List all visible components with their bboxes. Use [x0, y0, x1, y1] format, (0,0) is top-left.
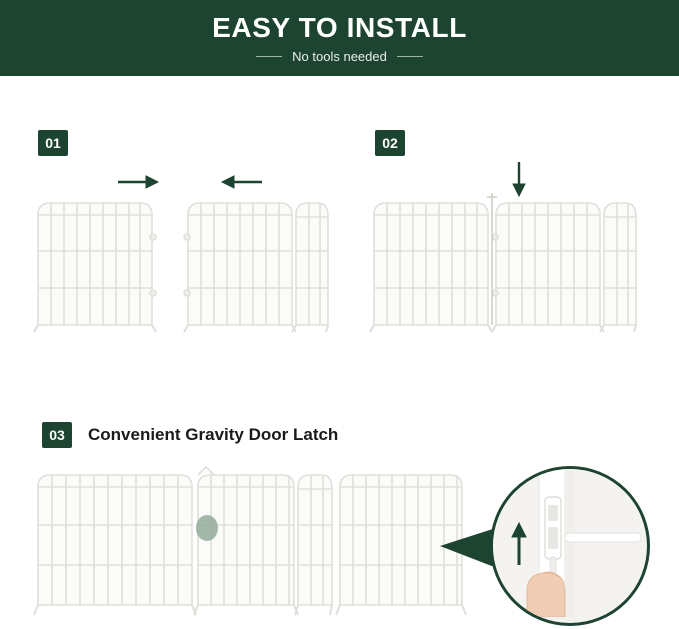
latch-closeup-callout	[490, 466, 650, 626]
arrow-down-icon	[505, 160, 533, 198]
fence-panel-right	[292, 203, 328, 332]
step-badge-02: 02	[375, 130, 405, 156]
latch-closeup-illustration	[493, 469, 641, 617]
header-banner	[0, 0, 679, 76]
divider-left	[256, 56, 282, 57]
step-3-title: Convenient Gravity Door Latch	[88, 425, 339, 444]
fence-panel-right	[600, 203, 636, 332]
fence-panels-step-3	[30, 465, 480, 620]
fence-panels-step-2	[368, 185, 654, 335]
divider-right	[397, 56, 423, 57]
fence-panel-door	[194, 467, 298, 615]
fence-panel-door	[492, 203, 604, 332]
fence-panels-step-1	[30, 185, 330, 335]
finger-icon	[527, 572, 565, 617]
fence-panel-left	[370, 203, 492, 332]
fence-panel-c	[295, 475, 332, 615]
fence-panel-a	[34, 475, 196, 615]
header-subtitle-row	[256, 49, 423, 64]
arrow-left-icon	[222, 176, 262, 188]
latch-knob-icon	[196, 515, 218, 541]
page-title: EASY TO INSTALL	[212, 11, 467, 43]
fence-panel-left	[34, 203, 156, 332]
step-badge-01: 01	[38, 130, 68, 156]
header-subtitle: No tools needed	[292, 48, 387, 64]
step-badge-03: 03	[42, 422, 72, 448]
arrow-right-icon	[118, 176, 158, 188]
assembly-arrows-step-1	[110, 172, 270, 192]
fence-panel-door	[184, 203, 296, 332]
